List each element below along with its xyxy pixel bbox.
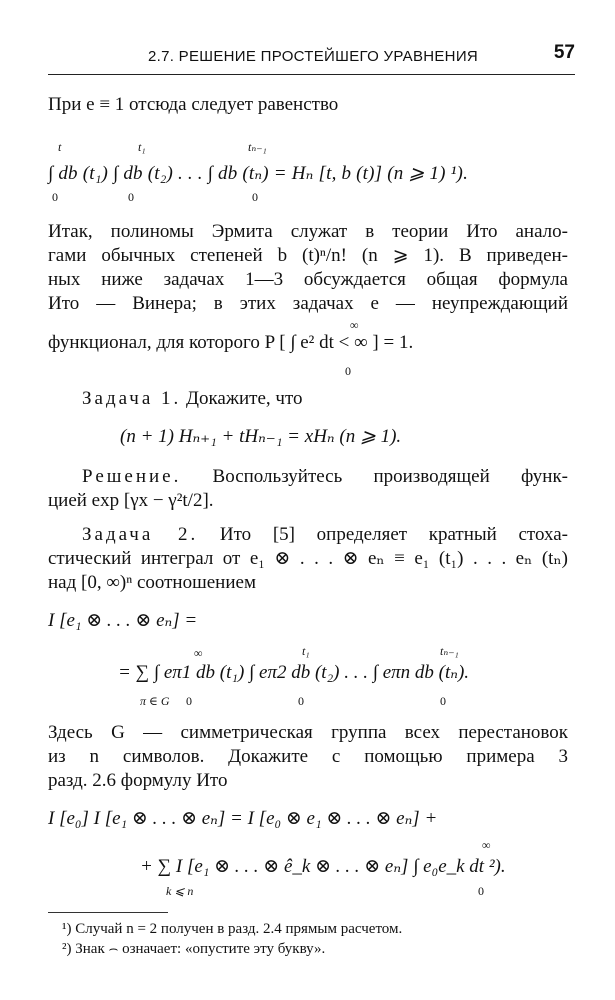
paragraph-3-line-3: разд. 2.6 формулу Ито (48, 770, 228, 791)
task-1-line (82, 388, 303, 410)
solution-label: Решение. (82, 466, 182, 487)
eq1-upper-limit-2: t₁ (138, 140, 146, 154)
eq3-lower-limit-3: 0 (440, 694, 446, 708)
paragraph-3-line-2: из n символов. Докажите с помощью примера 3 (48, 746, 568, 767)
paragraph-1: При e ≡ 1 отсюда следует равенство (48, 94, 339, 115)
eq1-lower-limit-3: 0 (252, 190, 258, 204)
eq1-upper-limit-3: tₙ₋₁ (248, 140, 267, 154)
task-1-text: Докажите, что (186, 388, 303, 409)
eq1-lower-limit-1: 0 (52, 190, 58, 204)
eq4-sum-index: k ⩽ n (166, 884, 194, 898)
equation-4-line-2: + ∑ I [e₁ ⊗ . . . ⊗ ê_k ⊗ . . . ⊗ eₙ] ∫ e₀e_k dt ²). (140, 856, 506, 877)
eq3-lower-limit-1: 0 (186, 694, 192, 708)
eq1-upper-limit-1: t (58, 140, 62, 154)
paragraph-2-line-3: ных ниже задачах 1—3 обсуждается общая формула (48, 269, 568, 290)
running-header (48, 44, 575, 75)
eq3-lower-limit-2: 0 (298, 694, 304, 708)
task-2-label: Задача 2. (82, 524, 199, 545)
eq4-upper-limit: ∞ (482, 838, 491, 852)
p2-upper-limit: ∞ (350, 318, 359, 332)
paragraph-3-line-1: Здесь G — симметрическая группа всех перестановок (48, 722, 568, 743)
task-2-text-1: Ито [5] определяет кратный стоха- (219, 524, 568, 545)
equation-3-rhs: = ∑ ∫ eπ1 db (t₁) ∫ eπ2 db (t₂) . . . ∫ eπn db (tₙ). (118, 662, 470, 683)
footnote-rule (48, 912, 168, 913)
equation-3-lhs: I [e₁ ⊗ . . . ⊗ eₙ] = (48, 610, 198, 631)
task-1-label: Задача 1. (82, 388, 182, 409)
equation-2: (n + 1) Hₙ₊₁ + tHₙ₋₁ = xHₙ (n ⩾ 1). (120, 426, 402, 447)
p2-lower-limit: 0 (345, 364, 351, 378)
footnote-1: ¹) Случай n = 2 получен в разд. 2.4 прямым расчетом. (62, 921, 403, 937)
solution-text-1: Воспользуйтесь производящей функ- (212, 466, 569, 487)
paragraph-2-line-2: гами обычных степеней b (t)ⁿ/n! (n ⩾ 1). В приведен- (48, 245, 568, 266)
task-2-line-1 (82, 524, 568, 546)
page-number: 57 (553, 42, 575, 63)
header-title: 2.7. РЕШЕНИЕ ПРОСТЕЙШЕГО УРАВНЕНИЯ (148, 48, 479, 65)
eq1-lower-limit-2: 0 (128, 190, 134, 204)
solution-line-2: цией exp [γx − γ²t/2]. (48, 490, 214, 511)
paragraph-2-line-4: Ито — Винера; в этих задачах e — неупреждающий (48, 293, 568, 314)
eq3-upper-limit-2: t₁ (302, 644, 310, 658)
eq3-sum-index: π ∈ G (140, 694, 170, 708)
paragraph-2-line-5: функционал, для которого P [ ∫ e² dt < ∞ ] = 1. (48, 332, 414, 353)
equation-1: ∫ db (t₁) ∫ db (t₂) . . . ∫ db (tₙ) = Hₙ [t, b (t)] (n ⩾ 1) ¹). (48, 163, 469, 184)
eq4-lower-limit: 0 (478, 884, 484, 898)
eq3-upper-limit-3: tₙ₋₁ (440, 644, 459, 658)
task-2-line-2: стический интеграл от e₁ ⊗ . . . ⊗ eₙ ≡ e₁ (t₁) . . . eₙ (tₙ) (48, 548, 568, 569)
task-2-line-3: над [0, ∞)ⁿ соотношением (48, 572, 256, 593)
equation-4-line-1: I [e₀] I [e₁ ⊗ . . . ⊗ eₙ] = I [e₀ ⊗ e₁ ⊗ . . . ⊗ eₙ] + (48, 808, 438, 829)
paragraph-2-line-1: Итак, полиномы Эрмита служат в теории Ито анало- (48, 221, 568, 242)
footnote-2: ²) Знак ⌢ означает: «опустите эту букву». (62, 941, 326, 957)
eq3-upper-limit-1: ∞ (194, 646, 203, 660)
solution-line-1 (82, 466, 568, 488)
